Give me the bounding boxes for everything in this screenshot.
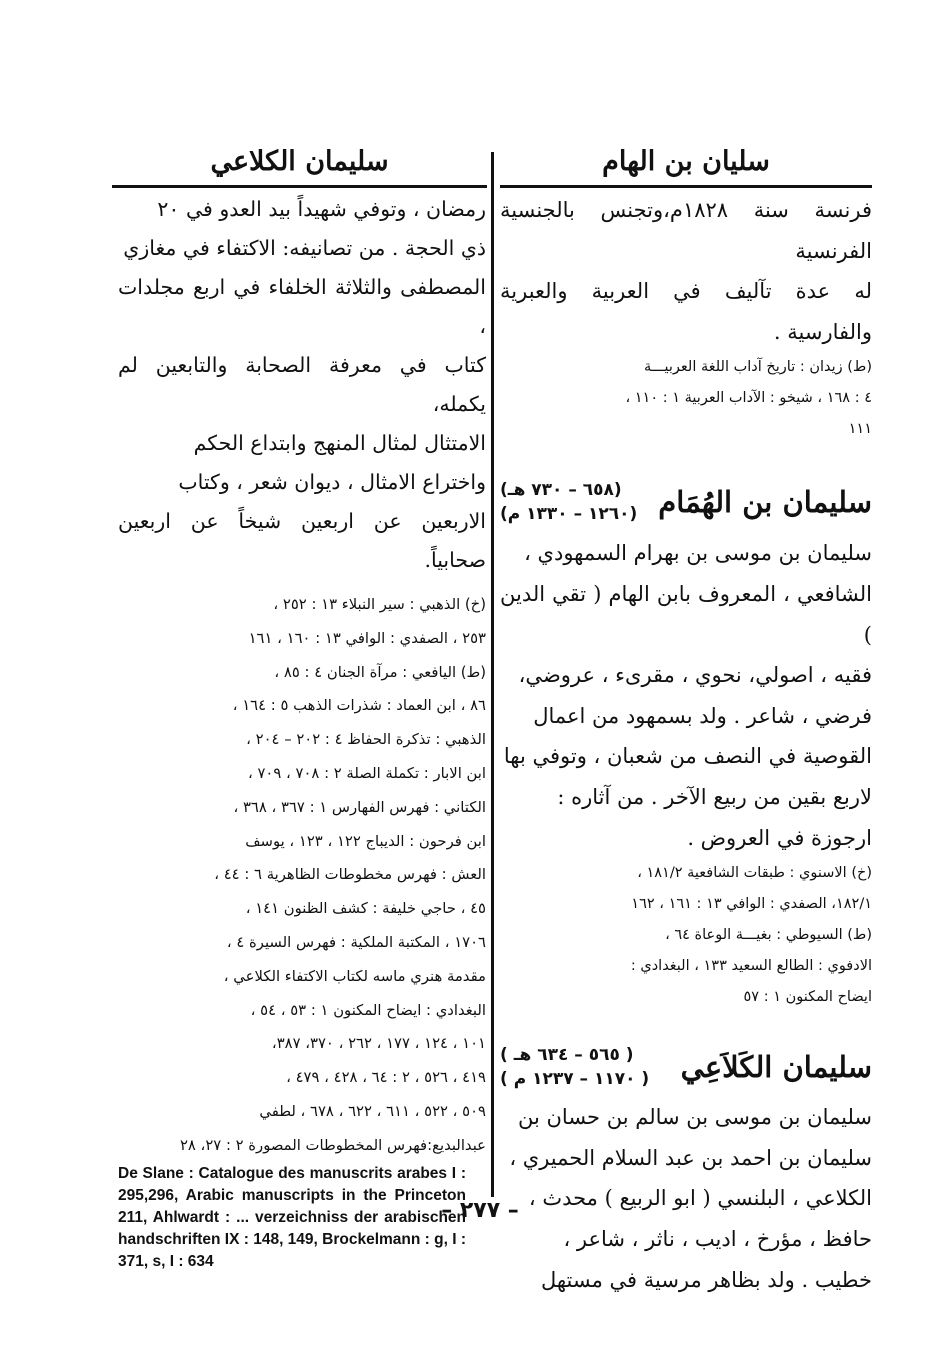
latin-citation: De Slane : Catalogue des manuscrits arabes I : 295,296, Arabic manuscripts in the Princeton 211, Ahlwardt : ... verzeichniss der arabischen handschriften IX : 148, 149, Brockelmann : g, I : 371, s, I : 634 [118, 1164, 466, 1270]
body-line: كتاب في معرفة الصحابة والتابعين لم يكمله، [118, 353, 486, 416]
entry-dates [500, 1043, 649, 1091]
entry-heading [500, 471, 872, 533]
body-line: سليمان بن موسى بن بهرام السمهودي ، [524, 541, 872, 566]
header-rule-left [112, 185, 487, 188]
body-line: ارجوزة في العروض . [687, 825, 872, 850]
body-line: رمضان ، وتوفي شهيداً بيد العدو في ٢٠ [157, 197, 486, 221]
intro-line: له عدة تآليف في العربية والعبرية والفارسية . [500, 279, 872, 344]
citation-line: البغدادي : ايضاح المكنون ١ : ٥٣ ، ٥٤ ، [250, 1001, 486, 1019]
running-head-left: سليمان الكلاعي [210, 145, 389, 177]
citation-line: العش : فهرس مخطوطات الظاهرية ٦ : ٤٤ ، [214, 866, 486, 884]
entry-name: سليمان بن الهُمَام [658, 485, 872, 520]
body-line: فرضي ، شاعر . ولد بسمهود من اعمال [533, 703, 872, 728]
entry-heading [500, 1037, 872, 1097]
right-column [500, 190, 872, 1300]
body-line: لاربع بقين من ربيع الآخر . من آثاره : [557, 784, 872, 809]
citation-line: (خ) الاسنوي : طبقات الشافعية ١٨١/٢ ، [637, 865, 872, 882]
citation-line: عبدالبديع:فهرس المخطوطات المصورة ٢ : ٢٧، ٢٨ [179, 1136, 486, 1154]
body-line: خطيب . ولد بظاهر مرسية في مستهل [540, 1267, 872, 1292]
dates-ad: ( ١١٧٠ – ١٢٣٧ م ) [500, 1069, 650, 1090]
body-line: فقيه ، اصولي، نحوي ، مقرىء ، عروضي، [518, 663, 872, 688]
intro-line: فرنسة سنة ۱۸۲۸م،وتجنس بالجنسية الفرنسية [500, 198, 872, 263]
citation-line: الكتاني : فهرس الفهارس ١ : ٣٦٧ ، ٣٦٨ ، [233, 798, 486, 816]
citation-line: (ط) زيدان : تاريخ آداب اللغة العربيـــة [644, 359, 872, 376]
body-line: المصطفى والثلاثة الخلفاء في اربع مجلدات ، [118, 275, 486, 338]
citation-line: (ط) السيوطي : بغيـــة الوعاة ٦٤ ، [665, 927, 872, 944]
body-line: واختراع الامثال ، ديوان شعر ، وكتاب [178, 470, 486, 494]
body-line: سليمان بن احمد بن عبد السلام الحميري ، [509, 1145, 872, 1170]
citation-line: ١٠١ ، ١٢٤ ، ١٧٧ ، ٢٦٢ ، ٣٧٠، ٣٨٧، [271, 1035, 486, 1053]
dates-hijri: ( ٥٦٥ – ٦٣٤ هـ ) [500, 1045, 634, 1066]
running-head-right: سليان بن الهام [602, 145, 770, 177]
citation-line: ٤١٩ ، ٥٢٦ ، ٢ : ٦٤ ، ٤٢٨ ، ٤٧٩ ، [286, 1069, 486, 1087]
citation-line: (خ) الذهبي : سير النبلاء ١٣ : ٢٥٢ ، [273, 596, 486, 613]
citation-line: مقدمة هنري ماسه لكتاب الاكتفاء الكلاعي ، [223, 967, 486, 985]
citation-line: الادفوي : الطالع السعيد ١٣٣ ، البغدادي : [630, 958, 872, 975]
body-line: الشافعي ، المعروف بابن الهام ( تقي الدين ) [500, 581, 872, 647]
left-column [118, 190, 486, 1273]
citation-line: الذهبي : تذكرة الحفاظ ٤ : ٢٠٢ – ٢٠٤ ، [246, 731, 486, 749]
citation-line: ١٨٢/١، الصفدي : الوافي ١٣ : ١٦١ ، ١٦٢ [631, 896, 872, 913]
entry-name: سليمان الكَلاَعِي [680, 1050, 872, 1085]
citation-line: ٥٠٩ ، ٥٢٢ ، ٦١١ ، ٦٢٢ ، ٦٧٨ ، لطفي [259, 1102, 486, 1120]
citation-line: (ط) اليافعي : مرآة الجنان ٤ : ٨٥ ، [274, 663, 486, 681]
body-line: ذي الحجة . من تصانيفه: الاكتفاء في مغازي [123, 236, 486, 260]
citation-line: ابن الابار : تكملة الصلة ٢ : ٧٠٨ ، ٧٠٩ ، [248, 764, 486, 782]
citation-line: ١١١ [848, 421, 872, 438]
body-line: سليمان بن موسى بن سالم بن حسان بن [518, 1105, 872, 1130]
body-line: حافظ ، مؤرخ ، اديب ، ناثر ، شاعر ، [563, 1226, 872, 1251]
body-line: القوصية في النصف من شعبان ، وتوفي بها [503, 744, 872, 769]
header-rule-right [500, 185, 872, 188]
entry-dates [500, 478, 637, 526]
dates-ad: (١٢٦٠ – ١٣٣٠ م) [500, 504, 638, 525]
citation-line: ١٧٠٦ ، المكتبة الملكية : فهرس السيرة ٤ ، [226, 933, 486, 951]
citation-line: ٢٥٣ ، الصفدي : الوافي ١٣ : ١٦٠ ، ١٦١ [248, 629, 486, 647]
citation-line: ٤٥ ، حاجي خليفة : كشف الظنون ١٤١ ، [245, 900, 486, 918]
body-line: الامتثال لمثال المنهج وابتداع الحكم [193, 431, 486, 455]
column-divider [491, 152, 494, 1197]
body-line: الكلاعي ، البلنسي ( ابو الربيع ) محدث ، [528, 1186, 872, 1211]
citation-line: ايضاح المكنون ١ : ٥٧ [743, 989, 872, 1006]
body-line: الاربعين عن اربعين شيخاً عن اربعين صحابياً. [118, 509, 486, 572]
citation-line: ٨٦ ، ابن العماد : شذرات الذهب ٥ : ١٦٤ ، [232, 697, 486, 715]
citation-line: ابن فرحون : الديباج ١٢٢ ، ١٢٣ ، يوسف [245, 832, 486, 850]
citation-line: ٤ : ١٦٨ ، شيخو : الآداب العربية ١ : ١١٠ ، [625, 390, 872, 407]
page-number: – ۲۷۷ – [441, 1198, 519, 1223]
dates-hijri: (٦٥٨ – ٧٣٠ هـ) [500, 480, 622, 501]
